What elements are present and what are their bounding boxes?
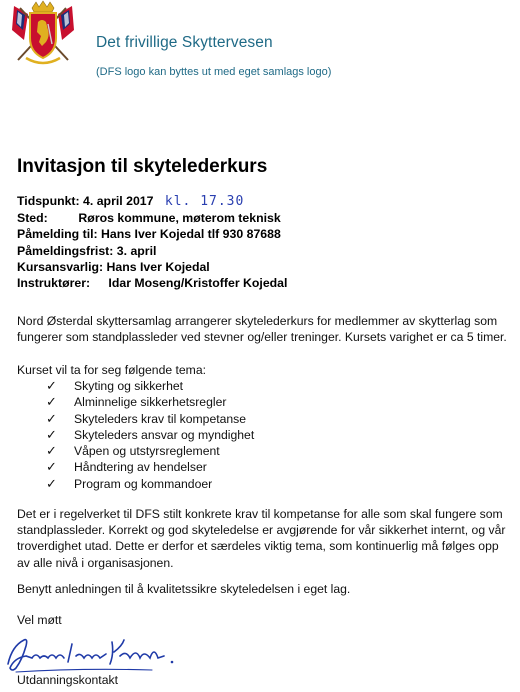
detail-place-value: Røros kommune, møterom teknisk [78,211,281,226]
document-title: Invitasjon til skytelederkurs [17,156,268,177]
list-item [46,394,254,410]
topic-label: Skyteleders krav til kompetanse [74,411,247,426]
detail-time-label: Tidspunkt: [17,194,80,208]
detail-instructors-label: Instruktører: [17,276,91,291]
list-item [46,427,254,443]
topic-label: Våpen og utstyrsreglement [74,444,220,459]
checkmark-icon: ✓ [46,394,57,410]
detail-signup [17,226,287,242]
detail-time-value: 4. april 2017 [83,194,154,208]
topic-label: Program og kommandoer [74,476,213,491]
detail-deadline [17,243,287,259]
topic-label: Håndtering av hendelser [74,460,207,475]
closing-paragraph: Benytt anledningen til å kvalitetssikre skyteledelsen i eget lag. [17,582,351,596]
detail-responsible [17,259,287,275]
list-item [46,411,254,427]
checkmark-icon: ✓ [46,443,57,459]
topic-label: Alminnelige sikkerhetsregler [74,395,227,410]
detail-signup-label: Påmelding til: [17,227,98,242]
checkmark-icon: ✓ [46,426,57,442]
topics-list [46,378,254,492]
handwritten-time: kl. 17.30 [164,194,245,209]
detail-signup-value: Hans Iver Kojedal tlf 930 87688 [101,227,281,242]
organization-name: Det frivillige Skyttervesen [96,34,273,51]
topic-label: Skyting og sikkerhet [74,379,184,393]
detail-instructors [17,275,287,291]
checkmark-icon: ✓ [46,459,57,475]
handwritten-signature [2,628,177,678]
detail-instructors-value: Idar Moseng/Kristoffer Kojedal [108,276,288,291]
detail-place [17,210,287,226]
checkmark-icon: ✓ [46,475,57,491]
detail-place-label: Sted: [17,211,48,226]
detail-time [17,193,287,210]
checkmark-icon: ✓ [46,378,57,393]
body-paragraph: Det er i regelverket til DFS stilt konkrete krav til kompetanse for alle som skal fungere som standplassleder. Korrekt og god skyteledelse er avgjørende for vår sikkerhet internt, og vår troverdighet utad. Dette er derfor et særdeles viktig tema, som kontinuerlig må følges opp av alle nivå i organisasjonen. [17,507,506,570]
dfs-logo [8,0,78,68]
detail-deadline-label: Påmeldingsfrist: [17,243,114,258]
signer-role: Utdanningskontakt [17,673,118,687]
list-item [46,476,254,492]
detail-responsible-label: Kursansvarlig: [17,259,104,274]
list-item [46,459,254,475]
logo-note: (DFS logo kan byttes ut med eget samlags logo) [96,66,332,78]
signoff: Vel møtt [17,613,62,627]
checkmark-icon: ✓ [46,410,57,426]
event-details [17,193,287,291]
list-item [46,443,254,459]
topics-intro: Kurset vil ta for seg følgende tema: [17,363,206,377]
detail-responsible-value: Hans Iver Kojedal [106,259,210,274]
topic-label: Skyteleders ansvar og myndighet [74,427,255,442]
list-item [46,378,254,394]
detail-deadline-value: 3. april [116,243,157,258]
intro-paragraph: Nord Østerdal skyttersamlag arrangerer skytelederkurs for medlemmer av skytterlag som fungerer som standplassleder ved stevner og/eller treninger. Kursets varighet er ca 5 timer. [17,314,507,345]
